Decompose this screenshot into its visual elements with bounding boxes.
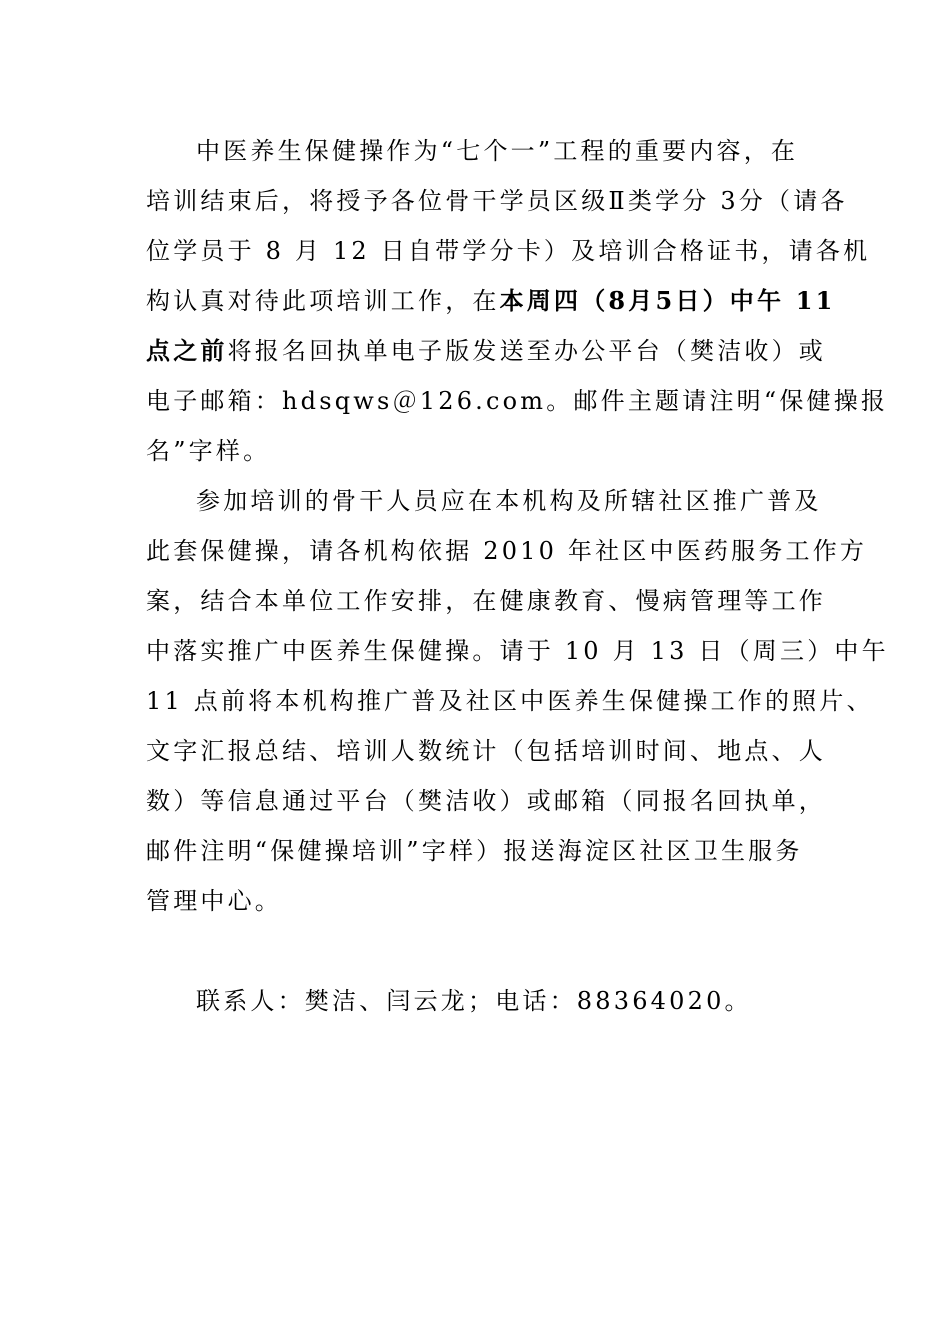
paragraph2-line: 文字汇报总结、培训人数统计（包括培训时间、地点、人 — [146, 737, 826, 765]
paragraph1-line: 位学员于 8 月 12 日自带学分卡）及培训合格证书，请各机 — [146, 237, 871, 265]
deadline-emphasis: 点之前 — [146, 336, 228, 365]
paragraph2-line: 中落实推广中医养生保健操。请于 10 月 13 日（周三）中午 — [146, 637, 889, 665]
paragraph1-text: 将报名回执单电子版发送至办公平台（樊洁收）或 — [227, 337, 827, 365]
paragraph2-line: 数）等信息通过平台（樊洁收）或邮箱（同报名回执单， — [146, 787, 826, 815]
paragraph1-line: 名”字样。 — [146, 437, 271, 465]
paragraph1-line — [146, 284, 836, 318]
deadline-emphasis: 本周四（8月5日）中午 11 — [499, 286, 836, 315]
paragraph1-line — [146, 334, 826, 368]
contact-line: 联系人：樊洁、闫云龙；电话：88364020。 — [196, 987, 752, 1015]
paragraph1-line: 培训结束后，将授予各位骨干学员区级Ⅱ类学分 3分（请各 — [146, 187, 848, 215]
paragraph2-line: 此套保健操，请各机构依据 2010 年社区中医药服务工作方 — [146, 537, 868, 565]
paragraph1-text: 构认真对待此项培训工作，在 — [146, 287, 500, 315]
paragraph2-line: 邮件注明“保健操培训”字样）报送海淀区社区卫生服务 — [146, 837, 803, 865]
paragraph2-line: 11 点前将本机构推广普及社区中医养生保健操工作的照片、 — [146, 687, 874, 715]
paragraph2-line: 案，结合本单位工作安排，在健康教育、慢病管理等工作 — [146, 587, 826, 615]
paragraph1-line: 中医养生保健操作为“七个一”工程的重要内容，在 — [196, 137, 799, 165]
paragraph2-line: 参加培训的骨干人员应在本机构及所辖社区推广普及 — [196, 487, 822, 515]
paragraph2-line: 管理中心。 — [146, 887, 282, 915]
paragraph1-line: 电子邮箱：hdsqws＠126.com。邮件主题请注明“保健操报 — [146, 387, 889, 415]
